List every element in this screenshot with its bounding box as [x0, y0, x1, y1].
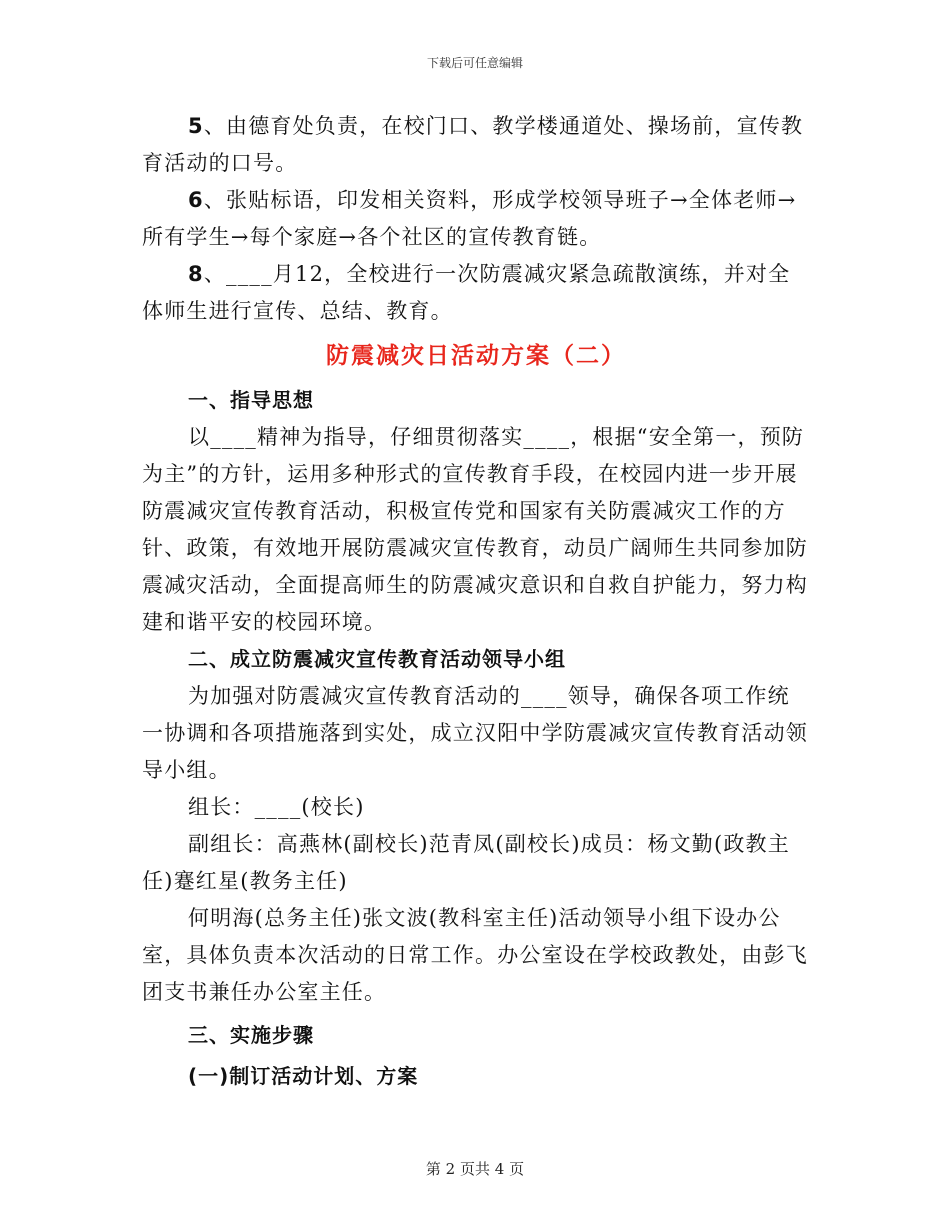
- item-text: 、张贴标语，印发相关资料，形成学校领导班子→全体老师→所有学生→每个家庭→各个社区的宣传教育链。: [142, 188, 797, 249]
- item-number: 5: [188, 114, 204, 138]
- list-item: [142, 256, 810, 330]
- subsection-heading: (一)制订活动计划、方案: [188, 1064, 419, 1088]
- document-body: [142, 108, 810, 1095]
- item-number: 8: [188, 262, 204, 286]
- list-item: [142, 108, 810, 182]
- item-text: 、____月12，全校进行一次防震减灾紧急疏散演练，并对全体师生进行宣传、总结、教育。: [142, 262, 791, 323]
- section-heading: 一、指导思想: [188, 388, 314, 412]
- item-text: 、由德育处负责，在校门口、教学楼通道处、操场前，宣传教育活动的口号。: [142, 114, 804, 175]
- paragraph: 何明海(总务主任)张文波(教科室主任)活动领导小组下设办公室，具体负责本次活动的日常工作。办公室设在学校政教处，由彭飞团支书兼任办公室主任。: [142, 906, 808, 1004]
- paragraph: 副组长：高燕林(副校长)范青凤(副校长)成员：杨文勤(政教主任)蹇红星(教务主任): [142, 832, 790, 893]
- paragraph: 为加强对防震减灾宣传教育活动的____领导，确保各项工作统一协调和各项措施落到实处，成立汉阳中学防震减灾宣传教育活动领导小组。: [142, 684, 808, 782]
- paragraph: 组长：____(校长): [188, 795, 365, 819]
- document-title: 防震减灾日活动方案（二）: [326, 343, 626, 369]
- section-heading: 三、实施步骤: [188, 1023, 314, 1047]
- page-header: 下载后可任意编辑: [426, 56, 523, 70]
- paragraph: 以____精神为指导，仔细贯彻落实____，根据“安全第一，预防为主”的方针，运用多种形式的宣传教育手段，在校园内进一步开展防震减灾宣传教育活动，积极宣传党和国家有关防震减灾工作的方针、政策，有效地开展防震减灾宣传教育，动员广阔师生共同参加防震减灾活动，全面提高师生的防震减灾意识和自救自护能力，努力构建和谐平安的校园环境。: [142, 425, 808, 634]
- section-heading: 二、成立防震减灾宣传教育活动领导小组: [188, 647, 566, 671]
- item-number: 6: [188, 188, 204, 212]
- page-footer: 第 2 页共 4 页: [425, 1160, 525, 1178]
- list-item: [142, 182, 810, 256]
